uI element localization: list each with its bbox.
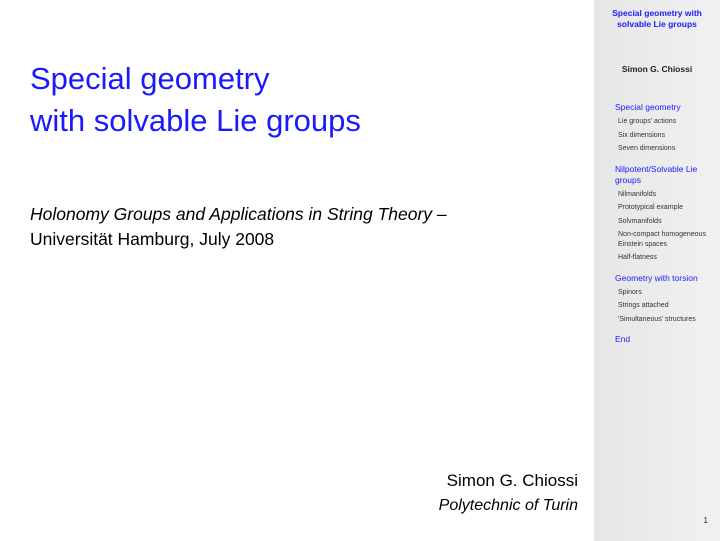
toc-item-solvmanifolds[interactable]: Solvmanifolds bbox=[618, 217, 662, 225]
toc-section-special-geometry[interactable]: Special geometry bbox=[615, 102, 681, 112]
toc-item-half-flatness[interactable]: Half-flatness bbox=[618, 254, 657, 261]
sidebar-author[interactable]: Simon G. Chiossi bbox=[621, 64, 693, 74]
toc-item-prototypical-example[interactable]: Prototypical example bbox=[618, 204, 683, 211]
author-name: Simon G. Chiossi bbox=[446, 471, 578, 490]
page-number: 1 bbox=[703, 516, 708, 525]
title-line-2: with solvable Lie groups bbox=[30, 103, 361, 138]
toc-item-simultaneous-structures[interactable]: 'Simultaneous' structures bbox=[618, 315, 696, 323]
toc-item-six-dimensions[interactable]: Six dimensions bbox=[618, 131, 666, 139]
toc-item-lie-groups-actions[interactable]: Lie groups' actions bbox=[618, 118, 677, 125]
toc-section-nilpotent-solvable[interactable]: Nilpotent/Solvable Lie groups bbox=[615, 163, 698, 185]
toc-item-seven-dimensions[interactable]: Seven dimensions bbox=[618, 145, 676, 152]
author-institution: Polytechnic of Turin bbox=[438, 497, 578, 514]
toc-section-geometry-torsion[interactable]: Geometry with torsion bbox=[615, 272, 698, 283]
slide-title bbox=[30, 58, 361, 142]
event-location: Universität Hamburg, July 2008 bbox=[30, 229, 275, 249]
slide-subtitle bbox=[30, 202, 447, 252]
toc-item-strings-attached[interactable]: Strings attached bbox=[618, 302, 669, 309]
title-line-1: Special geometry bbox=[30, 61, 270, 96]
toc-item-spinors[interactable]: Spinors bbox=[618, 288, 642, 296]
toc-item-einstein-spaces[interactable]: Non-compact homogeneous Einstein spaces bbox=[618, 231, 706, 248]
table-of-contents bbox=[615, 102, 715, 345]
author-block bbox=[439, 468, 578, 518]
event-dash: – bbox=[432, 204, 447, 224]
toc-section-end[interactable]: End bbox=[615, 334, 631, 344]
navigation-sidebar bbox=[594, 0, 720, 541]
event-name: Holonomy Groups and Applications in String Theory bbox=[30, 204, 433, 224]
sidebar-title[interactable]: Special geometry with solvable Lie groups bbox=[612, 8, 702, 29]
toc-item-nilmanifolds[interactable]: Nilmanifolds bbox=[618, 190, 657, 198]
